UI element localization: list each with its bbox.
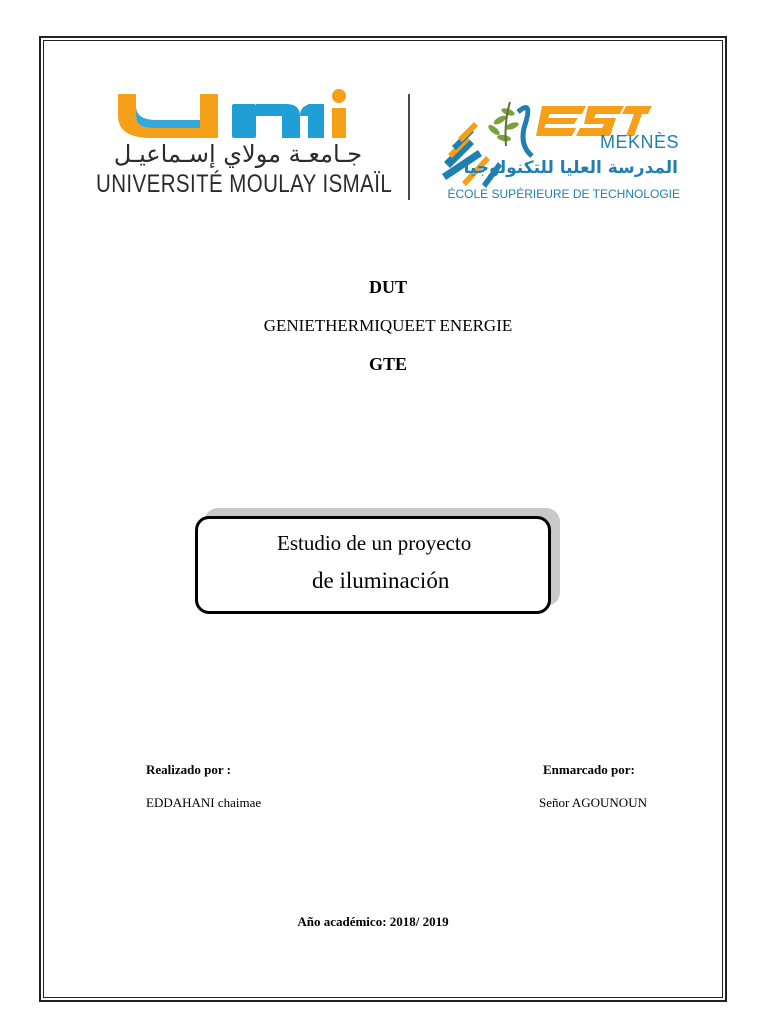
department-name: GENIETHERMIQUEET ENERGIE [263,316,513,335]
umi-latin-name: UNIVERSITÉ MOULAY ISMAÏL [96,170,393,198]
est-french-name: ÉCOLE SUPÉRIEURE DE TECHNOLOGIE [447,187,680,201]
project-title-line2: de iluminación [312,568,450,593]
department-abbreviation: GTE [368,354,407,374]
est-arabic-name: المدرسة العليا للتكنولوجيا [463,158,678,178]
realizado-label: Realizado por : [146,762,231,777]
supervisor-name: Señor AGOUNOUN [539,795,647,810]
academic-year: Año académico: 2018/ 2019 [297,914,449,929]
est-city-label: MEKNÈS [600,132,680,152]
umi-arabic-name: جـامعـة مولاي إسـماعيـل [113,140,363,168]
project-title-line1: Estudio de un proyecto [277,531,472,555]
student-name: EDDAHANI chaimae [146,795,262,810]
degree-title: DUT [368,277,407,297]
logo-divider [408,94,410,200]
enmarcado-label: Enmarcado por: [543,762,635,777]
title-box [195,516,551,614]
